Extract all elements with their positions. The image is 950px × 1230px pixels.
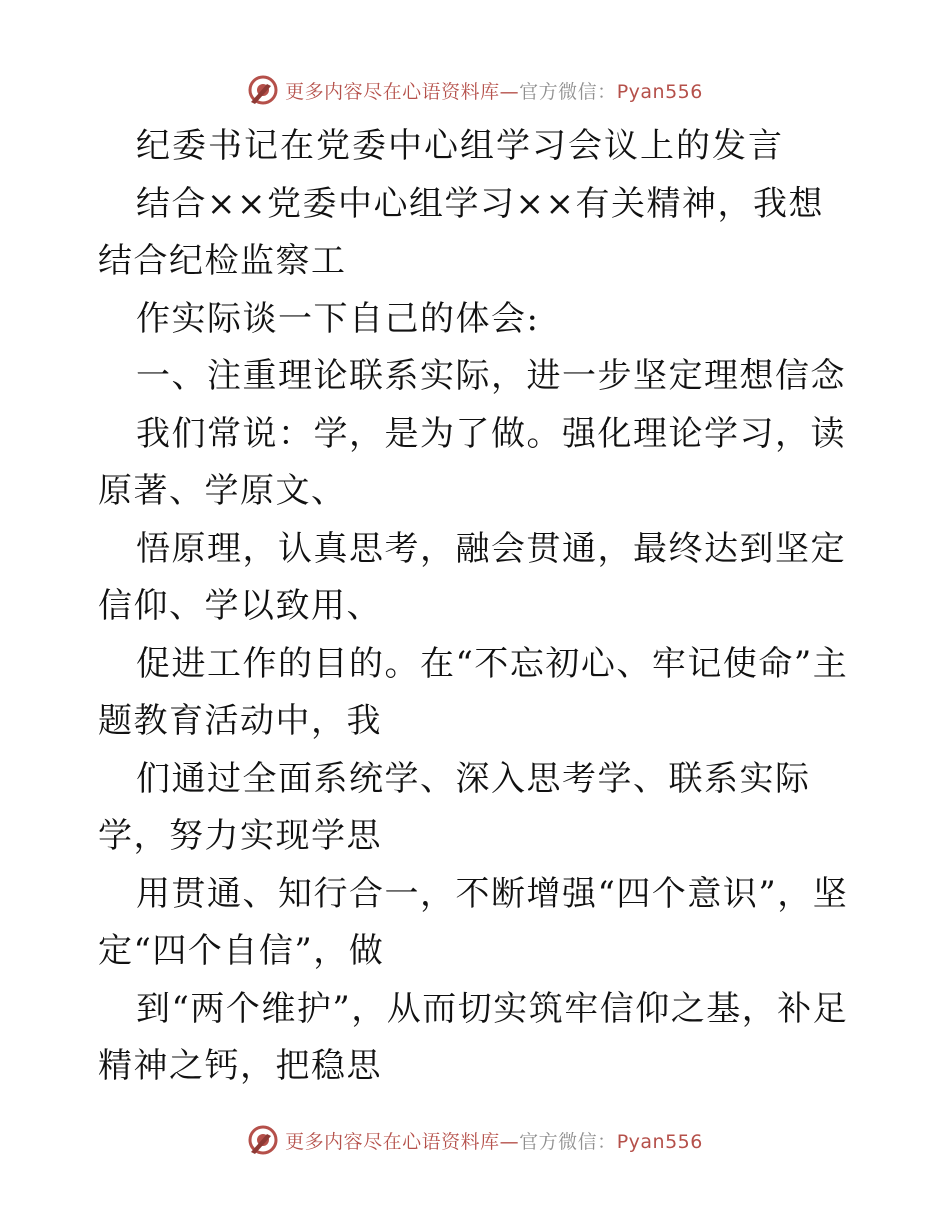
pen-circle-logo-icon: [247, 1124, 279, 1156]
paragraph: 我们常说：学，是为了做。强化理论学习，读原著、学原文、: [98, 413, 846, 511]
paragraph: 用贯通、知行合一，不断增强“四个意识”，坚定“四个自信”，做: [98, 873, 849, 971]
paragraph: 促进工作的目的。在“不忘初心、牢记使命”主题教育活动中，我: [98, 643, 849, 741]
document-body: [98, 118, 858, 1096]
footer-banner: [0, 1120, 950, 1160]
paragraph: 到“两个维护”，从而切实筑牢信仰之基，补足精神之钙，把稳思: [98, 988, 849, 1086]
document-title: 纪委书记在党委中心组学习会议上的发言: [136, 126, 784, 166]
paragraph: 悟原理，认真思考，融会贯通，最终达到坚定信仰、学以致用、: [98, 528, 846, 626]
pen-circle-logo-icon: [247, 74, 279, 106]
section-heading: 一、注重理论联系实际，进一步坚定理想信念: [136, 356, 846, 396]
banner-text: 更多内容尽在心语资料库—官方微信：Pyan556: [285, 1130, 703, 1153]
banner-text: 更多内容尽在心语资料库—官方微信：Pyan556: [285, 80, 703, 103]
paragraph: 们通过全面系统学、深入思考学、联系实际学，努力实现学思: [98, 758, 811, 856]
header-banner: [0, 70, 950, 110]
paragraph: 作实际谈一下自己的体会:: [136, 298, 540, 339]
paragraph: 结合××党委中心组学习××有关精神，我想结合纪检监察工: [98, 183, 824, 281]
